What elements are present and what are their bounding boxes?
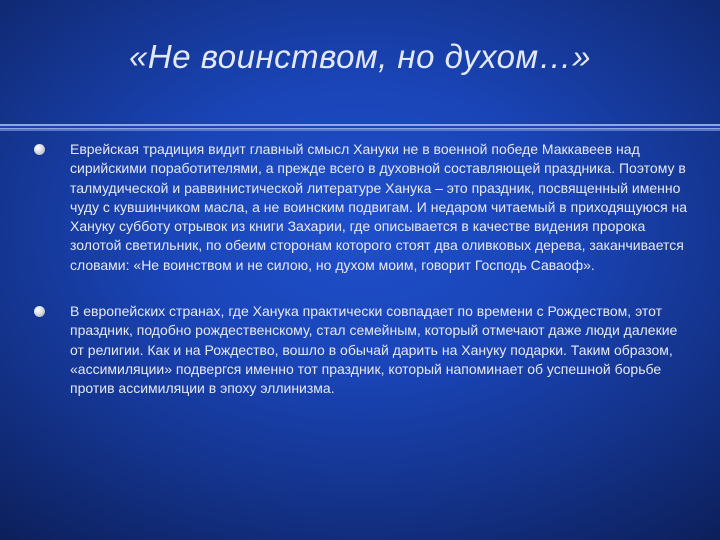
bullet-item [30, 140, 690, 275]
title-divider [0, 124, 720, 131]
bullet-dot-icon [34, 306, 45, 317]
bullet-text: Еврейская традиция видит главный смысл Хануки не в военной победе Маккавеев над сирийскими поработителями, а прежде всего в духовной составляющей праздника. Поэтому в талмудической и раввинистической литературе Ханука – это праздник, посвященный именно чуду с кувшинчиком масла, а не воинским подвигам. И недаром читаемый в приходящуюся на Хануку субботу отрывок из книги Захарии, где описывается в качестве видения пророка золотой светильник, по обеим сторонам которого стоят два оливковых дерева, заканчивается словами: «Не воинством и не силою, но духом моим, говорит Господь Саваоф». [70, 141, 688, 273]
bullet-text: В европейских странах, где Ханука практически совпадает по времени с Рождеством, этот праздник, подобно рождественскому, стал семейным, который отмечают даже люди далекие от религии. Как и на Рождество, вошло в обычай дарить на Хануку подарки. Таким образом, «ассимиляции» подвергся именно тот праздник, который напоминает об успешной борьбе против ассимиляции в эпоху эллинизма. [70, 303, 678, 397]
bullet-list [30, 140, 690, 399]
bullet-item [30, 302, 690, 398]
slide-title: «Не воинством, но духом…» [129, 38, 591, 75]
bullet-dot-icon [34, 144, 45, 155]
